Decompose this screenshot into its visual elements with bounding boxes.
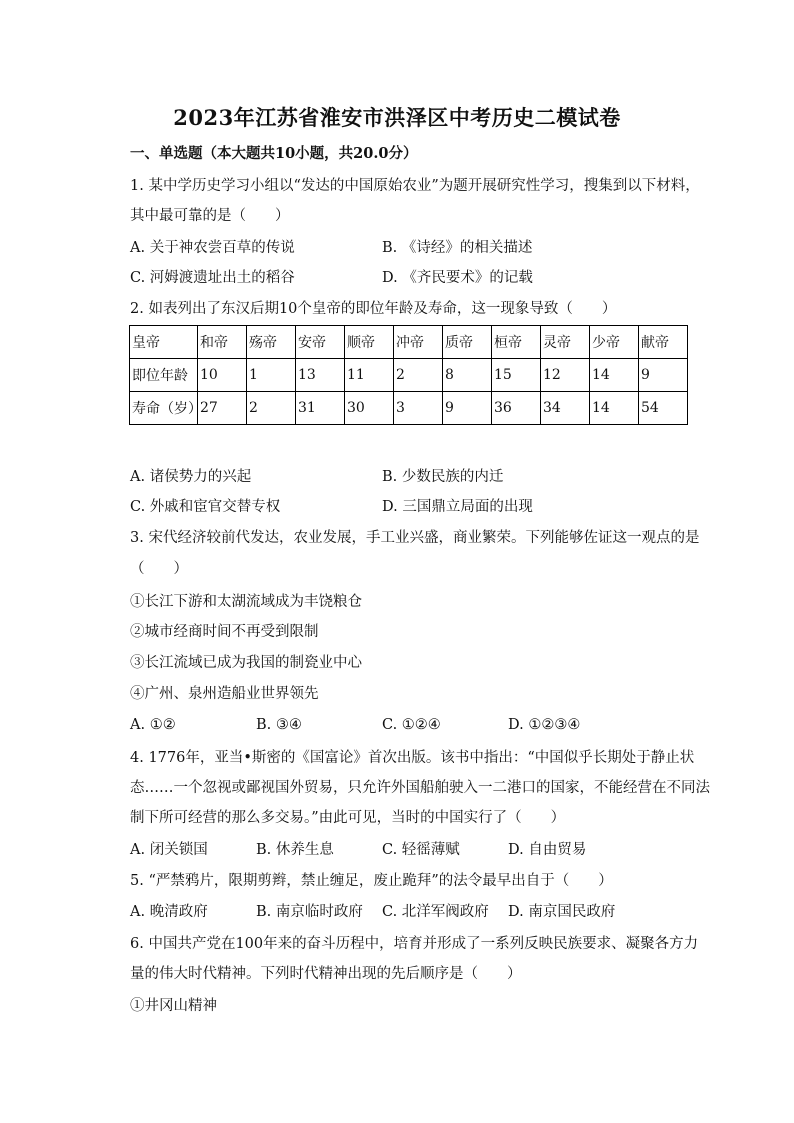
q1-option-c: C. 河姆渡遗址出土的稻谷 xyxy=(130,270,295,286)
table-cell: 36 xyxy=(492,392,541,425)
table-cell: 14 xyxy=(590,392,639,425)
q5-option-d: D. 南京国民政府 xyxy=(508,904,616,920)
section-heading: 一、单选题（本大题共10小题，共20.0分） xyxy=(130,145,418,162)
table-cell: 30 xyxy=(345,392,394,425)
q3-statement-4: ④广州、泉州造船业世界领先 xyxy=(130,686,319,702)
table-cell: 冲帝 xyxy=(394,326,443,359)
q4-option-a: A. 闭关锁国 xyxy=(130,842,208,858)
question-3-stem-cont: （ ） xyxy=(130,561,188,577)
question-1-stem: 1. 某中学历史学习小组以“发达的中国原始农业”为题开展研究性学习，搜集到以下材料， xyxy=(130,178,700,194)
q3-statement-1: ①长江下游和太湖流域成为丰饶粮仓 xyxy=(130,594,362,610)
q5-option-b: B. 南京临时政府 xyxy=(256,904,363,920)
table-cell: 10 xyxy=(198,359,247,392)
table-cell: 27 xyxy=(198,392,247,425)
page-title: 2023年江苏省淮安市洪泽区中考历史二模试卷 xyxy=(173,105,621,130)
table-cell: 54 xyxy=(639,392,688,425)
question-5-stem: 5. “严禁鸦片，限期剪辫，禁止缠足，废止跪拜”的法令最早出自于（ ） xyxy=(130,873,613,889)
q2-option-b: B. 少数民族的内迁 xyxy=(382,469,504,485)
table-cell: 34 xyxy=(541,392,590,425)
table-cell: 11 xyxy=(345,359,394,392)
table-cell: 3 xyxy=(394,392,443,425)
question-2-stem: 2. 如表列出了东汉后期10个皇帝的即位年龄及寿命，这一现象导致（ ） xyxy=(130,301,617,317)
q2-option-d: D. 三国鼎立局面的出现 xyxy=(382,499,533,515)
q3-statement-3: ③长江流域已成为我国的制瓷业中心 xyxy=(130,655,362,671)
table-cell: 寿命（岁） xyxy=(130,392,198,425)
table-cell: 顺帝 xyxy=(345,326,394,359)
table-cell: 即位年龄 xyxy=(130,359,198,392)
emperor-table xyxy=(129,325,688,425)
table-cell: 和帝 xyxy=(198,326,247,359)
q1-option-b: B. 《诗经》的相关描述 xyxy=(382,240,533,256)
question-4-stem-cont: 态……一个忽视或鄙视国外贸易，只允许外国船舶驶入一二港口的国家，不能经营在不同法 xyxy=(130,780,710,796)
q1-option-d: D. 《齐民要术》的记载 xyxy=(382,270,533,286)
table-cell: 8 xyxy=(443,359,492,392)
q3-statement-2: ②城市经商时间不再受到限制 xyxy=(130,624,319,640)
q4-option-b: B. 休养生息 xyxy=(256,842,334,858)
table-row xyxy=(130,359,688,392)
q6-statement-1: ①井冈山精神 xyxy=(130,998,217,1014)
table-cell: 2 xyxy=(394,359,443,392)
table-row xyxy=(130,392,688,425)
table-cell: 14 xyxy=(590,359,639,392)
q4-option-d: D. 自由贸易 xyxy=(508,842,587,858)
table-cell: 安帝 xyxy=(296,326,345,359)
table-cell: 31 xyxy=(296,392,345,425)
table-cell: 灵帝 xyxy=(541,326,590,359)
table-row xyxy=(130,326,688,359)
question-6-stem-cont: 量的伟大时代精神。下列时代精神出现的先后顺序是（ ） xyxy=(130,966,522,982)
table-cell: 桓帝 xyxy=(492,326,541,359)
table-cell: 9 xyxy=(639,359,688,392)
table-cell: 13 xyxy=(296,359,345,392)
q5-option-a: A. 晚清政府 xyxy=(130,904,208,920)
table-cell: 皇帝 xyxy=(130,326,198,359)
table-cell: 9 xyxy=(443,392,492,425)
q3-option-d: D. ①②③④ xyxy=(508,717,581,733)
table-cell: 少帝 xyxy=(590,326,639,359)
q1-option-a: A. 关于神农尝百草的传说 xyxy=(130,240,295,256)
question-3-stem: 3. 宋代经济较前代发达，农业发展，手工业兴盛，商业繁荣。下列能够佐证这一观点的是 xyxy=(130,530,700,546)
q4-option-c: C. 轻徭薄赋 xyxy=(382,842,460,858)
question-4-stem-cont-2: 制下所可经营的那么多交易。”由此可见，当时的中国实行了（ ） xyxy=(130,810,566,826)
table-cell: 1 xyxy=(247,359,296,392)
table-cell: 12 xyxy=(541,359,590,392)
table-cell: 质帝 xyxy=(443,326,492,359)
question-6-stem: 6. 中国共产党在100年来的奋斗历程中，培育并形成了一系列反映民族要求、凝聚各方力 xyxy=(130,936,699,952)
q3-option-b: B. ③④ xyxy=(256,717,302,733)
question-1-stem-cont: 其中最可靠的是（ ） xyxy=(130,208,290,224)
table-cell: 2 xyxy=(247,392,296,425)
question-4-stem: 4. 1776年，亚当•斯密的《国富论》首次出版。该书中指出：“中国似乎长期处于静止状 xyxy=(130,750,695,766)
table-cell: 殇帝 xyxy=(247,326,296,359)
q2-option-a: A. 诸侯势力的兴起 xyxy=(130,469,252,485)
q5-option-c: C. 北洋军阀政府 xyxy=(382,904,489,920)
q3-option-c: C. ①②④ xyxy=(382,717,441,733)
q3-option-a: A. ①② xyxy=(130,717,176,733)
q2-option-c: C. 外戚和宦官交替专权 xyxy=(130,499,281,515)
table-cell: 15 xyxy=(492,359,541,392)
table-cell: 献帝 xyxy=(639,326,688,359)
